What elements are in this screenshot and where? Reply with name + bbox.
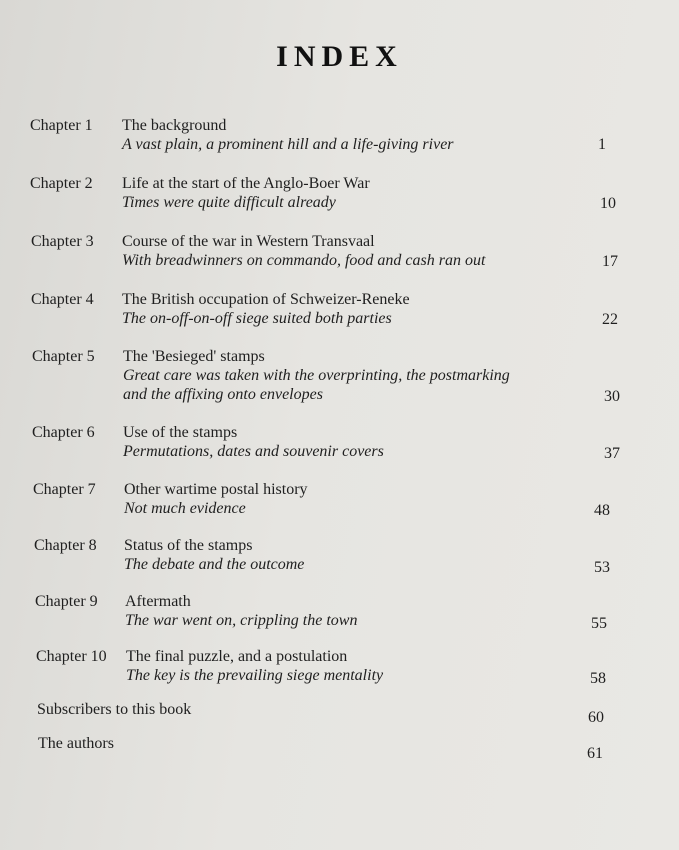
chapter-title: Status of the stamps — [124, 537, 253, 554]
chapter-subtitle: Not much evidence — [124, 500, 246, 517]
page-number: 48 — [594, 502, 610, 519]
chapter-label: Chapter 8 — [34, 537, 97, 554]
page-number: 55 — [591, 615, 607, 632]
chapter-title: The British occupation of Schweizer-Reneke — [122, 291, 410, 308]
page-number: 17 — [602, 253, 618, 270]
page-number: 30 — [604, 388, 620, 405]
chapter-label: Chapter 2 — [30, 175, 93, 192]
chapter-label: Chapter 7 — [33, 481, 96, 498]
chapter-subtitle: The war went on, crippling the town — [125, 612, 358, 629]
page-number: 60 — [588, 709, 604, 726]
chapter-title: Use of the stamps — [123, 424, 238, 441]
chapter-subtitle: Times were quite difficult already — [122, 194, 336, 211]
page-number: 61 — [587, 745, 603, 762]
chapter-label: Chapter 1 — [30, 117, 93, 134]
chapter-label: Chapter 5 — [32, 348, 95, 365]
chapter-label: Chapter 6 — [32, 424, 95, 441]
chapter-title: The final puzzle, and a postulation — [126, 648, 348, 665]
extra-label: Subscribers to this book — [37, 701, 192, 718]
chapter-label: Chapter 10 — [36, 648, 107, 665]
chapter-subtitle: and the affixing onto envelopes — [123, 386, 323, 403]
chapter-subtitle: Permutations, dates and souvenir covers — [123, 443, 384, 460]
chapter-subtitle: The debate and the outcome — [124, 556, 305, 573]
chapter-subtitle: A vast plain, a prominent hill and a life-giving river — [122, 136, 454, 153]
extra-label: The authors — [38, 735, 114, 752]
chapter-label: Chapter 4 — [31, 291, 94, 308]
page-number: 53 — [594, 559, 610, 576]
page-title: INDEX — [276, 40, 403, 73]
chapter-title: Aftermath — [125, 593, 191, 610]
chapter-subtitle: With breadwinners on commando, food and cash ran out — [122, 252, 486, 269]
chapter-title: Course of the war in Western Transvaal — [122, 233, 375, 250]
page-number: 22 — [602, 311, 618, 328]
chapter-label: Chapter 9 — [35, 593, 98, 610]
page-number: 1 — [598, 136, 606, 153]
chapter-label: Chapter 3 — [31, 233, 94, 250]
chapter-title: The background — [122, 117, 227, 134]
page-number: 10 — [600, 195, 616, 212]
page-number: 58 — [590, 670, 606, 687]
chapter-title: Other wartime postal history — [124, 481, 308, 498]
chapter-title: The 'Besieged' stamps — [123, 348, 265, 365]
chapter-subtitle: The key is the prevailing siege mentality — [126, 667, 384, 684]
page-number: 37 — [604, 445, 620, 462]
chapter-subtitle: The on-off-on-off siege suited both parties — [122, 310, 392, 327]
chapter-subtitle: Great care was taken with the overprinting, the postmarking — [123, 367, 510, 384]
chapter-title: Life at the start of the Anglo-Boer War — [122, 175, 370, 192]
